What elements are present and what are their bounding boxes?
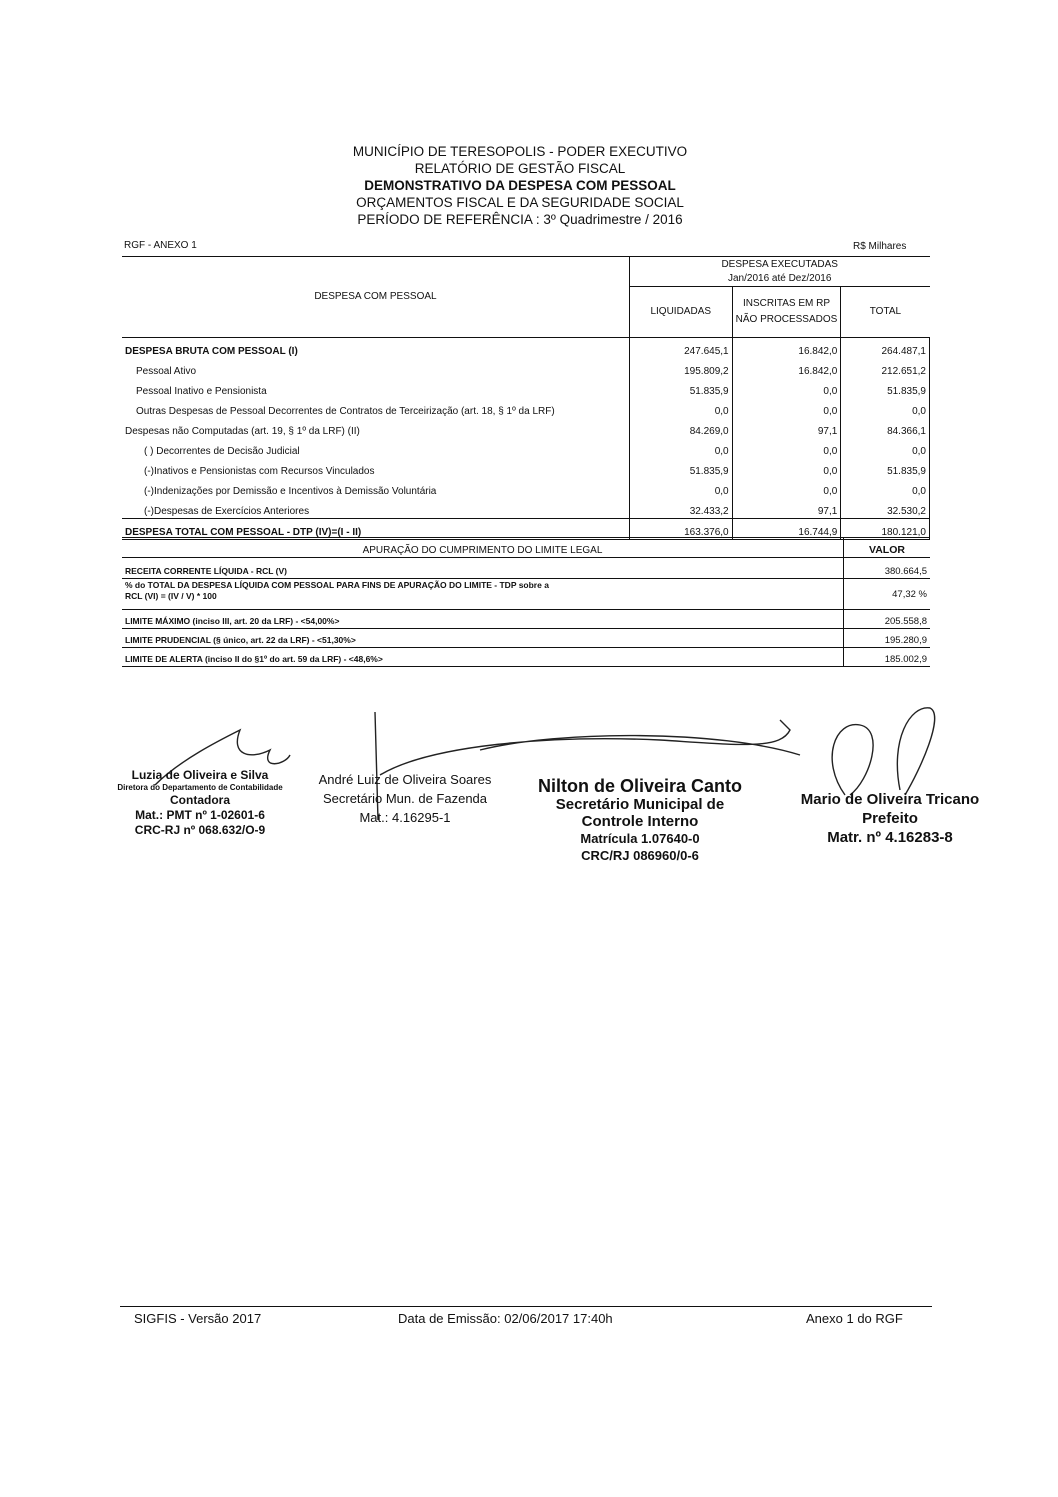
- footer-annex: Anexo 1 do RGF: [806, 1311, 903, 1326]
- limit-label: [122, 579, 844, 610]
- signer-title: Contadora: [170, 793, 230, 807]
- row-label: (-)Despesas de Exercícios Anteriores: [144, 506, 310, 517]
- signature-block-mayor: [790, 790, 990, 847]
- limit-label-line2: RCL (VI) = (IV / V) * 100: [125, 591, 217, 601]
- cell-liquidated: 84.269,0: [629, 418, 732, 438]
- footer-version: SIGFIS - Versão 2017: [134, 1311, 262, 1326]
- limit-header-row: [122, 538, 930, 558]
- cell-liquidated: 195.809,2: [629, 358, 732, 378]
- signer-registration: Matrícula 1.07640-0: [580, 831, 700, 846]
- signer-role: Secretário Municipal de: [555, 796, 725, 813]
- signer-crc: CRC-RJ nº 068.632/O-9: [134, 823, 266, 837]
- cell-liquidated: 247.645,1: [629, 338, 732, 359]
- signer-role-2: Controle Interno: [581, 813, 699, 830]
- limit-title: APURAÇÃO DO CUMPRIMENTO DO LIMITE LEGAL: [122, 538, 844, 558]
- cell-rp: 16.842,0: [732, 358, 841, 378]
- signer-role: Diretora do Departamento de Contabilidade: [117, 783, 283, 792]
- personnel-expense-table: [122, 256, 930, 540]
- row-label: Despesas não Computadas (art. 19, § 1º da LRF) (II): [125, 426, 360, 437]
- value-header: VALOR: [844, 538, 931, 558]
- signer-registration: Mat.: PMT nº 1-02601-6: [135, 808, 265, 822]
- signer-role: Prefeito: [862, 810, 918, 827]
- cell-total: 51.835,9: [841, 458, 930, 478]
- table-row: [122, 338, 930, 359]
- signature-block-accountant: [100, 768, 300, 838]
- limit-row: [122, 558, 930, 579]
- cell-total: 0,0: [841, 438, 930, 458]
- row-label: (-)Inativos e Pensionistas com Recursos Vinculados: [144, 466, 375, 477]
- cell-total: 180.121,0: [841, 519, 930, 540]
- cell-liquidated: 32.433,2: [629, 498, 732, 519]
- limit-row: [122, 629, 930, 648]
- legal-limit-table: [122, 537, 930, 667]
- limit-value: 47,32 %: [844, 579, 931, 610]
- signer-name: Luzia de Oliveira e Silva: [131, 768, 269, 782]
- cell-liquidated: 51.835,9: [629, 458, 732, 478]
- signature-block-finance: [305, 770, 505, 827]
- table-row: [122, 478, 930, 498]
- statement-title: DEMONSTRATIVO DA DESPESA COM PESSOAL: [364, 178, 676, 193]
- report-title: RELATÓRIO DE GESTÃO FISCAL: [414, 161, 626, 176]
- row-label: DESPESA TOTAL COM PESSOAL - DTP (IV)=(I - II): [122, 519, 629, 540]
- cell-total: 264.487,1: [841, 338, 930, 359]
- limit-row: [122, 610, 930, 629]
- table-row: [122, 498, 930, 519]
- unit-label: R$ Milhares: [853, 241, 907, 252]
- limit-value: 185.002,9: [844, 648, 931, 667]
- cell-total: 0,0: [841, 478, 930, 498]
- cell-rp: 16.842,0: [732, 338, 841, 359]
- limit-row: [122, 579, 930, 610]
- signer-registration: Matr. nº 4.16283-8: [827, 829, 953, 846]
- annex-label: RGF - ANEXO 1: [124, 240, 197, 251]
- row-label: (-)Indenizações por Demissão e Incentivos à Demissão Voluntária: [144, 486, 437, 497]
- footer-emission-date: Data de Emissão: 02/06/2017 17:40h: [398, 1311, 613, 1326]
- limit-label: LIMITE MÁXIMO (inciso III, art. 20 da LRF) - <54,00%>: [122, 610, 844, 629]
- col-header-rp-line1: INSCRITAS EM RP: [742, 298, 830, 310]
- signer-crc: CRC/RJ 086960/0-6: [581, 848, 699, 863]
- signer-role: Secretário Mun. de Fazenda: [322, 791, 488, 806]
- cell-rp: 0,0: [732, 378, 841, 398]
- limit-row: [122, 648, 930, 667]
- col-header-rp-line2: NÃO PROCESSADOS: [735, 314, 838, 326]
- cell-liquidated: 0,0: [629, 398, 732, 418]
- cell-liquidated: 0,0: [629, 478, 732, 498]
- reference-period: PERÍODO DE REFERÊNCIA : 3º Quadrimestre / 2016: [357, 212, 683, 227]
- budget-title: ORÇAMENTOS FISCAL E DA SEGURIDADE SOCIAL: [356, 195, 684, 210]
- signer-name: Nilton de Oliveira Canto: [537, 776, 743, 796]
- footer-rule: [120, 1306, 932, 1307]
- cell-liquidated: 51.835,9: [629, 378, 732, 398]
- row-label: Outras Despesas de Pessoal Decorrentes de Contratos de Terceirização (art. 18, § 1º da LRF): [136, 406, 555, 417]
- limit-value: 195.280,9: [844, 629, 931, 648]
- signer-name: Mario de Oliveira Tricano: [800, 791, 980, 808]
- cell-rp: 0,0: [732, 398, 841, 418]
- table-row: [122, 458, 930, 478]
- row-label: Pessoal Inativo e Pensionista: [136, 386, 267, 397]
- signature-block-control: [510, 776, 770, 864]
- col-header-group: DESPESA EXECUTADAS: [629, 257, 929, 272]
- table-row: [122, 378, 930, 398]
- signer-registration: Mat.: 4.16295-1: [359, 810, 451, 825]
- table-row: [122, 398, 930, 418]
- limit-label: LIMITE DE ALERTA (inciso II do §1º do art. 59 da LRF) - <48,6%>: [122, 648, 844, 667]
- col-header-period: Jan/2016 até Dez/2016: [629, 272, 929, 287]
- table-row: [122, 418, 930, 438]
- signature-stroke-3: [832, 708, 934, 795]
- table-row: [122, 438, 930, 458]
- col-header-expense: DESPESA COM PESSOAL: [122, 257, 629, 338]
- cell-rp: 97,1: [732, 498, 841, 519]
- cell-total: 32.530,2: [841, 498, 930, 519]
- col-header-rp: [732, 287, 841, 338]
- cell-rp: 16.744,9: [732, 519, 841, 540]
- cell-total: 84.366,1: [841, 418, 930, 438]
- row-label: ( ) Decorrentes de Decisão Judicial: [144, 446, 300, 457]
- cell-total: 51.835,9: [841, 378, 930, 398]
- row-label: DESPESA BRUTA COM PESSOAL (I): [125, 346, 298, 357]
- cell-total: 0,0: [841, 398, 930, 418]
- signer-name: André Luiz de Oliveira Soares: [318, 772, 492, 787]
- cell-rp: 0,0: [732, 438, 841, 458]
- cell-rp: 0,0: [732, 478, 841, 498]
- municipality-title: MUNICÍPIO DE TERESOPOLIS - PODER EXECUTIVO: [352, 144, 688, 159]
- limit-value: 205.558,8: [844, 610, 931, 629]
- col-header-liquidated: LIQUIDADAS: [629, 287, 732, 338]
- cell-total: 212.651,2: [841, 358, 930, 378]
- limit-label: LIMITE PRUDENCIAL (§ único, art. 22 da LRF) - <51,30%>: [122, 629, 844, 648]
- cell-liquidated: 163.376,0: [629, 519, 732, 540]
- col-header-total: TOTAL: [869, 306, 902, 318]
- cell-liquidated: 0,0: [629, 438, 732, 458]
- table-row: [122, 358, 930, 378]
- limit-label: RECEITA CORRENTE LÍQUIDA - RCL (V): [122, 558, 844, 579]
- cell-rp: 0,0: [732, 458, 841, 478]
- cell-rp: 97,1: [732, 418, 841, 438]
- report-header: [260, 143, 780, 228]
- row-label: Pessoal Ativo: [136, 366, 197, 377]
- limit-label-line1: % do TOTAL DA DESPESA LÍQUIDA COM PESSOAL PARA FINS DE APURAÇÃO DO LIMITE - TDP sobre a: [125, 580, 549, 590]
- limit-value: 380.664,5: [844, 558, 931, 579]
